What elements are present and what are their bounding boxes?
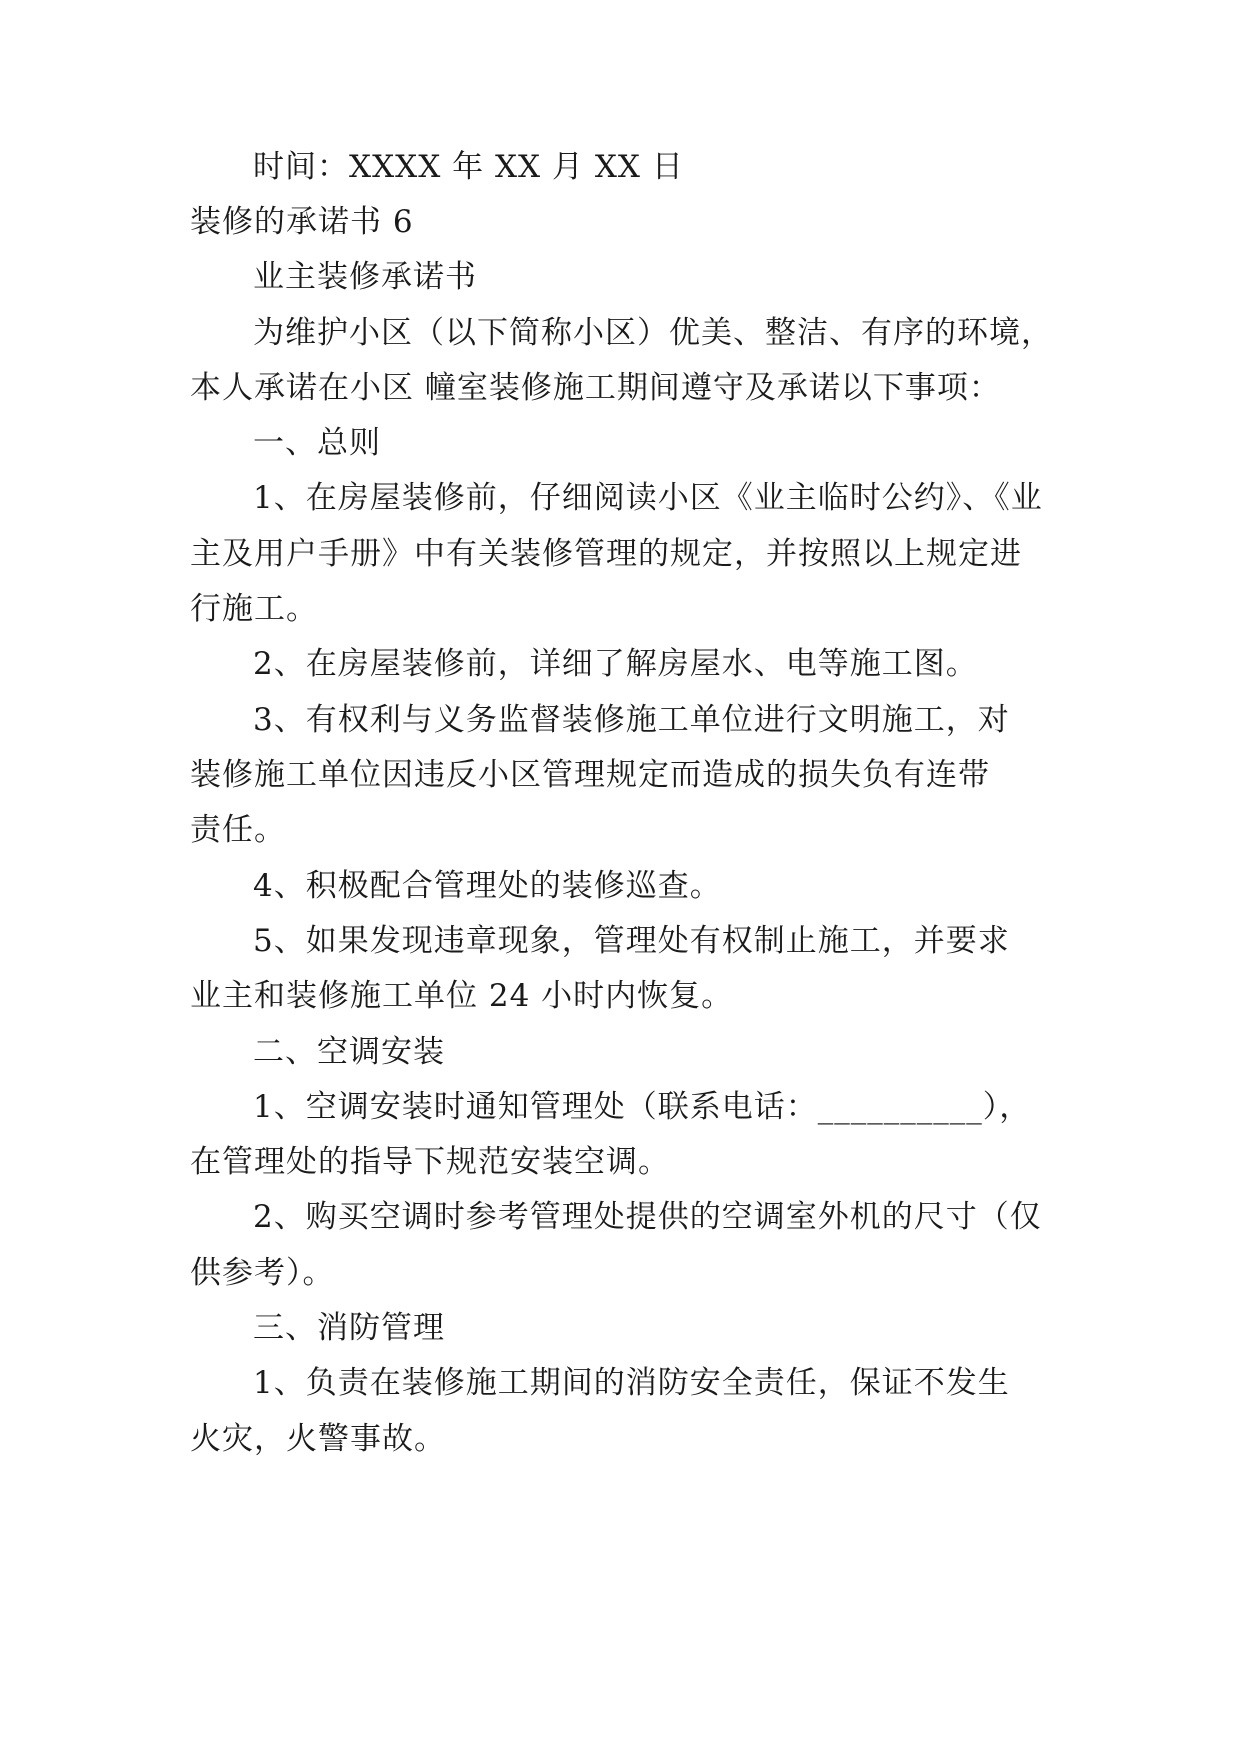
heading-air-conditioning: 二、空调安装: [253, 1034, 445, 1070]
paragraph-line: 1、负责在装修施工期间的消防安全责任，保证不发生: [253, 1365, 1010, 1401]
paragraph-line: 2、在房屋装修前，详细了解房屋水、电等施工图。: [253, 646, 978, 682]
paragraph-line: 3、有权利与义务监督装修施工单位进行文明施工，对: [253, 702, 1010, 738]
intro-line: 本人承诺在小区 幢室装修施工期间遵守及承诺以下事项：: [190, 370, 1001, 406]
subtitle: 业主装修承诺书: [253, 259, 477, 295]
paragraph-line: 主及用户手册》中有关装修管理的规定，并按照以上规定进: [190, 536, 1022, 572]
paragraph-line: 装修施工单位因违反小区管理规定而造成的损失负有连带: [190, 757, 990, 793]
paragraph-line: 1、空调安装时通知管理处（联系电话：__________），: [253, 1089, 1032, 1125]
intro-line: 为维护小区（以下简称小区）优美、整洁、有序的环境，: [253, 315, 1053, 351]
paragraph-line: 1、在房屋装修前，仔细阅读小区《业主临时公约》、《业: [253, 480, 1043, 516]
paragraph-line: 火灾，火警事故。: [190, 1421, 446, 1457]
section-title: 装修的承诺书 6: [190, 204, 414, 240]
paragraph-line: 业主和装修施工单位 24 小时内恢复。: [190, 978, 734, 1014]
paragraph-line: 在管理处的指导下规范安装空调。: [190, 1144, 670, 1180]
paragraph-line: 2、购买空调时参考管理处提供的空调室外机的尺寸（仅: [253, 1199, 1042, 1235]
heading-fire-safety: 三、消防管理: [253, 1310, 445, 1346]
paragraph-line: 4、积极配合管理处的装修巡查。: [253, 868, 722, 904]
paragraph-line: 责任。: [190, 812, 286, 848]
paragraph-line: 行施工。: [190, 591, 318, 627]
paragraph-line: 5、如果发现违章现象，管理处有权制止施工，并要求: [253, 923, 1010, 959]
date-line: 时间：XXXX 年 XX 月 XX 日: [253, 149, 684, 185]
paragraph-line: 供参考）。: [190, 1255, 335, 1291]
heading-general: 一、总则: [253, 425, 381, 461]
